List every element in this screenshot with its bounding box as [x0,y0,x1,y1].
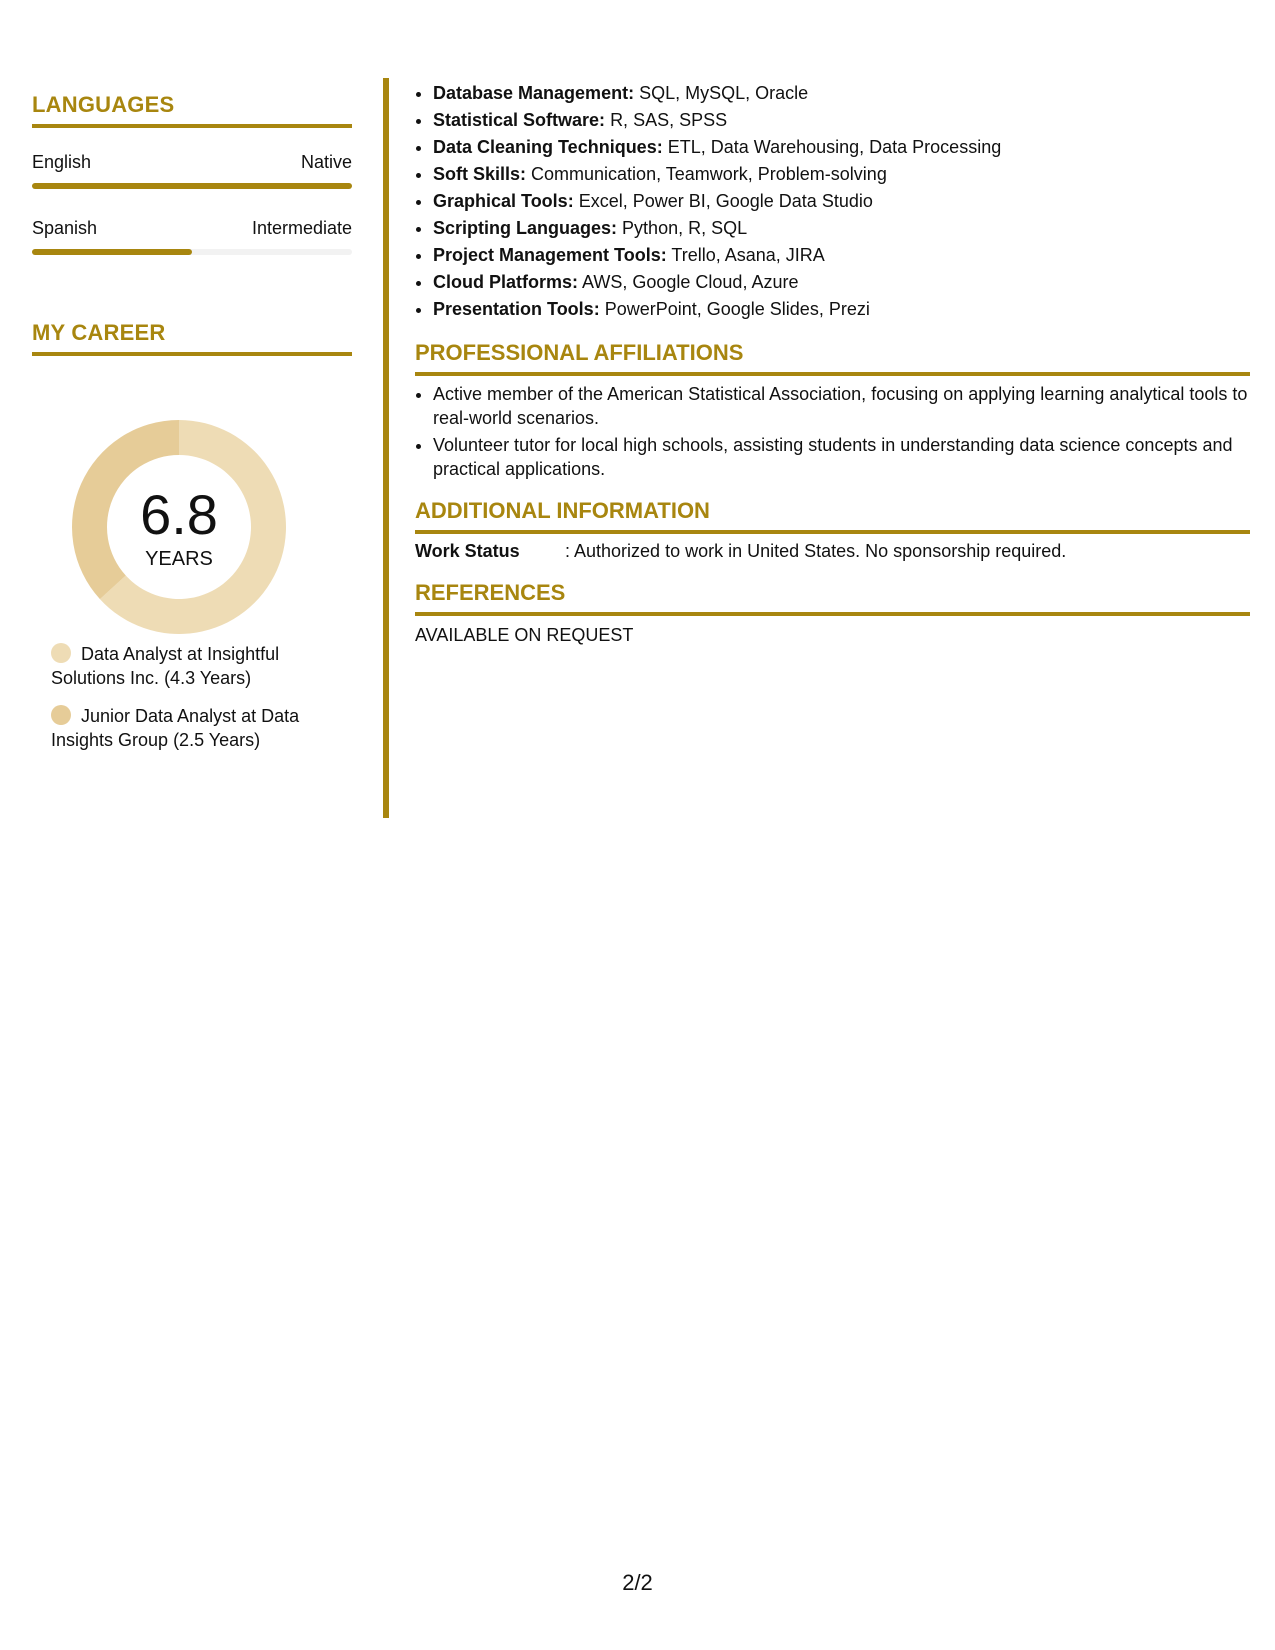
language-bar-fill [32,249,192,255]
skill-label: Scripting Languages: [433,218,618,238]
skill-value: ETL, Data Warehousing, Data Processing [667,137,1002,157]
page-number: 2/2 [622,1570,653,1595]
skill-item [433,242,1243,269]
skill-item [433,161,1243,188]
affiliations-list [415,382,1253,484]
legend-label: Data Analyst at Insightful Solutions Inc. (4.3 Years) [51,644,280,688]
skill-label: Statistical Software: [433,110,606,130]
skill-item [433,296,1243,323]
skill-label: Database Management: [433,83,635,103]
legend-dot [51,643,71,663]
work-status-value: : Authorized to work in United States. No sponsorship required. [565,541,1067,561]
career-donut-chart [66,414,292,640]
skill-value: PowerPoint, Google Slides, Prezi [604,299,870,319]
references-text: AVAILABLE ON REQUEST [415,625,634,645]
skill-label: Project Management Tools: [433,245,667,265]
legend-dot [51,705,71,725]
language-name: English [32,152,92,172]
skill-item [433,80,1243,107]
language-bar [32,249,352,255]
skill-item [433,134,1243,161]
legend-item [51,642,351,690]
language-bar-fill [32,183,352,189]
language-item [32,218,352,255]
skill-item [433,269,1243,296]
work-status [415,541,1066,562]
skill-value: Trello, Asana, JIRA [671,245,825,265]
list-item: • Volunteer tutor for local high schools, assisting students in understanding data science concepts and practical applications. [433,433,1253,481]
references-title: REFERENCES [415,580,1250,616]
work-status-label: Work Status [415,541,520,561]
skill-value: Excel, Power BI, Google Data Studio [578,191,873,211]
language-bar [32,183,352,189]
affiliations-title: PROFESSIONAL AFFILIATIONS [415,340,1250,376]
career-unit: YEARS [145,548,213,570]
additional-info-title: ADDITIONAL INFORMATION [415,498,1250,534]
skill-value: Python, R, SQL [622,218,748,238]
skill-label: Graphical Tools: [433,191,574,211]
skills-list [415,80,1243,323]
language-level: Intermediate [251,218,352,238]
legend-item [51,704,351,752]
skill-item [433,107,1243,134]
legend-label: Junior Data Analyst at Data Insights Group (2.5 Years) [51,706,300,750]
skill-value: AWS, Google Cloud, Azure [582,272,799,292]
skill-label: Presentation Tools: [433,299,600,319]
list-item: • Active member of the American Statistical Association, focusing on applying learning analytical tools to real-world scenarios. [433,382,1253,430]
language-level: Native [300,152,352,172]
skill-label: Data Cleaning Techniques: [433,137,663,157]
skill-value: SQL, MySQL, Oracle [639,83,809,103]
column-divider [383,78,389,818]
language-name: Spanish [32,218,98,238]
skill-value: R, SAS, SPSS [610,110,728,130]
language-item [32,152,352,189]
skill-item [433,215,1243,242]
skill-value: Communication, Teamwork, Problem-solving [531,164,887,184]
skill-label: Cloud Platforms: [433,272,579,292]
career-title: MY CAREER [32,320,352,356]
career-total: 6.8 [140,483,218,546]
languages-title: LANGUAGES [32,92,352,128]
skill-label: Soft Skills: [433,164,527,184]
skill-item [433,188,1243,215]
